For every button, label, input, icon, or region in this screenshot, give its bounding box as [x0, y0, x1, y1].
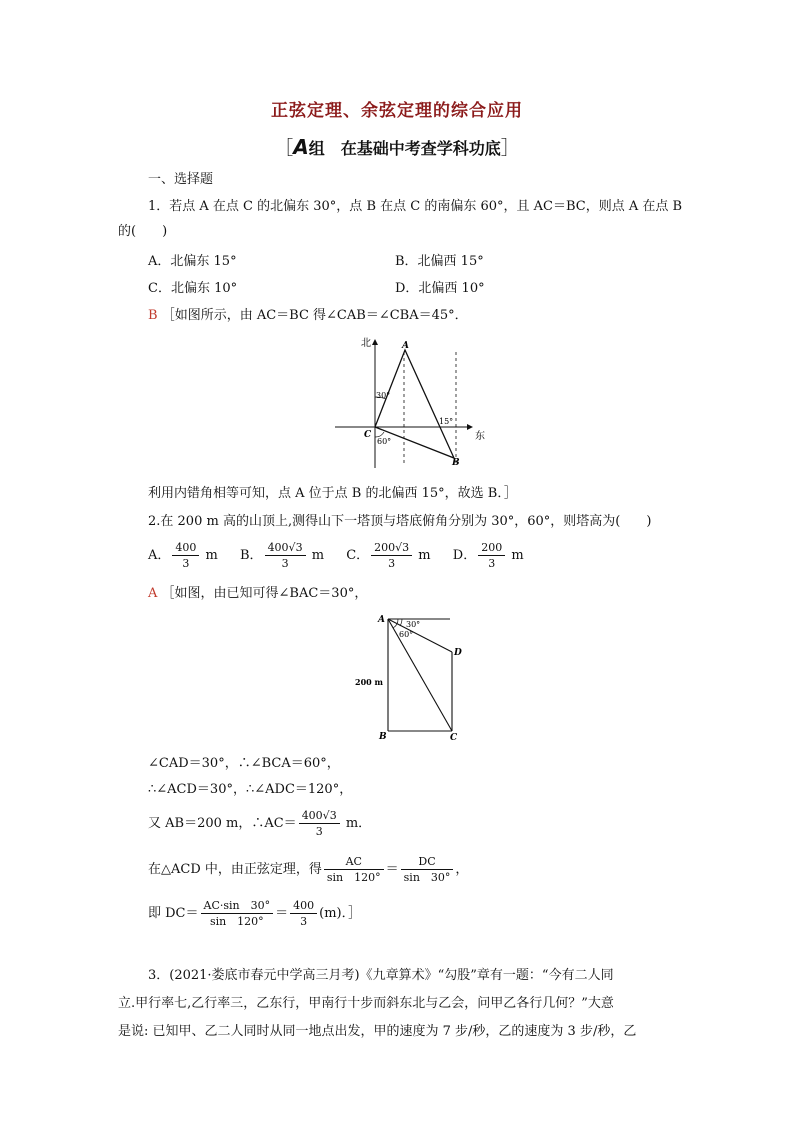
- q2-angle-60: 60°: [399, 630, 414, 639]
- q2-answer: [148, 584, 367, 604]
- q1-option-d: D．北偏西 10°: [395, 281, 485, 296]
- q1-answer: [148, 306, 468, 326]
- q1-option-b: B．北偏西 15°: [395, 254, 484, 269]
- q2-answer-letter: A: [148, 586, 158, 601]
- q1-label-c: C: [364, 430, 372, 440]
- q2-options: [148, 540, 524, 571]
- q2-arc-60: [393, 619, 398, 628]
- q1-option-c: C．北偏东 10°: [148, 281, 238, 296]
- q2-figure: [350, 610, 470, 742]
- q2-arc-30: [400, 619, 402, 626]
- q1-stem-line2: 的( ): [118, 224, 168, 239]
- q2-option-c: C． $\frac{200√3}{3}$ m: [346, 541, 431, 570]
- group-heading: [0, 133, 794, 160]
- q2-option-b: B． $\frac{400√3}{3}$ m: [240, 541, 325, 570]
- q1-figure: [332, 334, 492, 470]
- q2-solution-line5: 即 DC＝ $\frac{AC\cdot\sin 30^\circ}{\sin 120^\circ}$ ＝ $\frac{400}{3}$ (m)．］: [148, 899, 362, 928]
- q1-answer-text: ［如图所示，由 AC＝BC 得∠CAB＝∠CBA＝45°．: [161, 308, 468, 323]
- q1-angle-60: 60°: [377, 437, 392, 446]
- q2-answer-text: ［如图，由已知可得∠BAC＝30°，: [161, 586, 368, 601]
- q1-label-a: A: [402, 341, 409, 351]
- group-close-bracket: ］: [500, 137, 520, 159]
- q1-stem-line1: 1．若点 A 在点 C 的北偏东 30°，点 B 在点 C 的南偏东 60°，且 AC＝BC，则点 A 在点 B: [148, 199, 683, 214]
- group-letter: A: [293, 135, 309, 159]
- q2-label-d: D: [454, 648, 462, 658]
- q2-solution-line1: ∠CAD＝30°，∴∠BCA＝60°，: [148, 756, 340, 771]
- q1-north-label: 北: [361, 338, 371, 349]
- q2-stem: 2.在 200 m 高的山顶上,测得山下一塔顶与塔底俯角分别为 30°，60°，则塔高为( ): [148, 514, 652, 529]
- q3-stem-line1: 3．(2021·娄底市春元中学高三月考)《九章算术》“勾股”章有一题：“今有二人同: [148, 968, 614, 983]
- q2-solution-line4: 在△ACD 中，由正弦定理，得 $\frac{AC}{\sin 120^\circ}$ ＝ $\frac{DC}{\sin 30^\circ}$ ，: [148, 855, 469, 884]
- q2-solution-line2: ∴∠ACD＝30°，∴∠ADC＝120°，: [148, 782, 353, 797]
- q1-angle-30: 30°: [376, 391, 391, 400]
- q2-angle-30: 30°: [406, 620, 421, 629]
- q1-option-a: A．北偏东 15°: [148, 254, 237, 269]
- q2-label-c: C: [450, 733, 458, 742]
- q1-answer-letter: B: [148, 308, 158, 323]
- q2-label-a: A: [378, 615, 385, 625]
- q2-option-a: A． $\frac{400}{3}$ m: [148, 541, 218, 570]
- group-open-bracket: ［: [274, 137, 294, 159]
- q1-east-label: 东: [475, 431, 485, 442]
- group-label: 组 在基础中考查学科功底: [308, 139, 501, 158]
- q3-stem-line2: 立.甲行率七,乙行率三，乙东行，甲南行十步而斜东北与乙会，问甲乙各行几何？”大意: [118, 996, 614, 1011]
- q3-stem-line3: 是说: 已知甲、乙二人同时从同一地点出发，甲的速度为 7 步/秒，乙的速度为 3 步/秒，乙: [118, 1024, 637, 1039]
- q2-solution-line3: 又 AB＝200 m，∴AC＝ $\frac{400√3}{3}$ m．: [148, 809, 372, 838]
- q2-option-d: D． $\frac{200}{3}$ m: [452, 541, 524, 570]
- q1-conclusion: 利用内错角相等可知，点 A 位于点 B 的北偏西 15°，故选 B．］: [148, 486, 517, 501]
- section-heading: 一、选择题: [148, 172, 214, 187]
- q1-label-b: B: [452, 458, 460, 468]
- q2-label-b: B: [379, 732, 387, 742]
- q2-height-label: 200 m: [355, 677, 383, 687]
- q1-angle-15: 15°: [439, 417, 454, 426]
- page-title: 正弦定理、余弦定理的综合应用: [271, 101, 523, 121]
